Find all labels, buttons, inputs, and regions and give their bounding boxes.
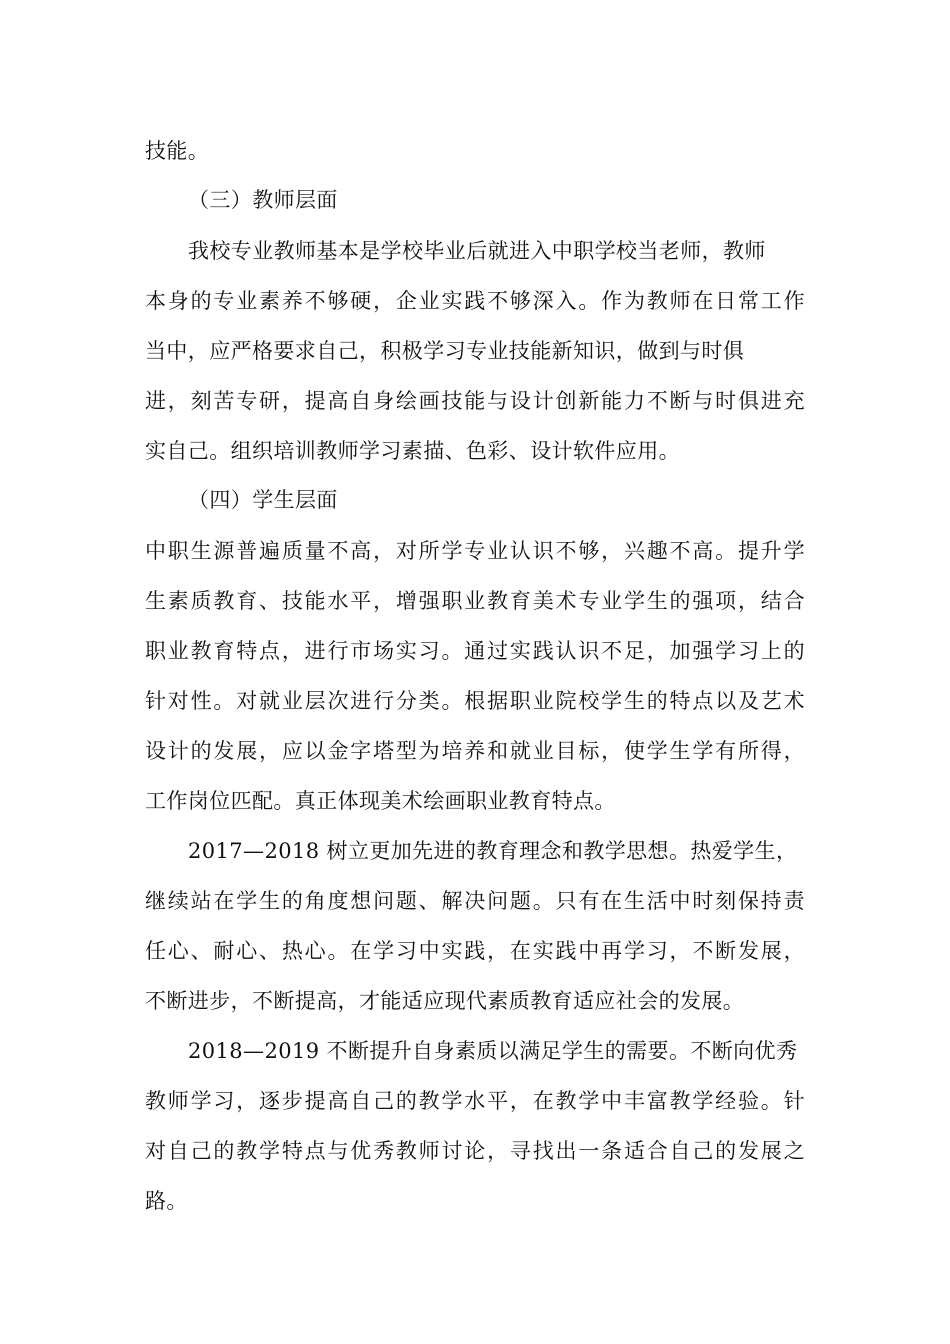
- text-line: 对自己的教学特点与优秀教师讨论，寻找出一条适合自己的发展之: [145, 1139, 805, 1163]
- text-line: 教师学习，逐步提高自己的教学水平，在教学中丰富教学经验。针: [145, 1089, 805, 1113]
- text-line: 工作岗位匹配。真正体现美术绘画职业教育特点。: [145, 789, 616, 813]
- section-heading-teachers: （三）教师层面: [188, 188, 338, 212]
- text-line: 生素质教育、技能水平，增强职业教育美术专业学生的强项，结合: [145, 589, 805, 613]
- text-line: 2018—2019 不断提升自身素质以满足学生的需要。不断向优秀: [188, 1039, 798, 1063]
- text-line: 不断进步，不断提高，才能适应现代素质教育适应社会的发展。: [145, 989, 745, 1013]
- text-line: 路。: [145, 1189, 188, 1213]
- text-line: 针对性。对就业层次进行分类。根据职业院校学生的特点以及艺术: [145, 689, 805, 713]
- section-heading-students: （四）学生层面: [188, 488, 338, 512]
- text-line: 实自己。组织培训教师学习素描、色彩、设计软件应用。: [145, 439, 680, 463]
- text-line: 我校专业教师基本是学校毕业后就进入中职学校当老师，教师: [188, 239, 766, 263]
- text-line: 当中，应严格要求自己，积极学习专业技能新知识，做到与时俱: [145, 339, 745, 363]
- text-line: 继续站在学生的角度想问题、解决问题。只有在生活中时刻保持责: [145, 889, 805, 913]
- text-line: 设计的发展，应以金字塔型为培养和就业目标，使学生学有所得，: [145, 739, 805, 763]
- text-line: 中职生源普遍质量不高，对所学专业认识不够，兴趣不高。提升学: [145, 539, 805, 563]
- text-line: 技能。: [145, 139, 210, 163]
- text-line: 职业教育特点，进行市场实习。通过实践认识不足，加强学习上的: [145, 639, 805, 663]
- text-line: 进，刻苦专研，提高自身绘画技能与设计创新能力不断与时俱进充: [145, 389, 805, 413]
- text-line: 2017—2018 树立更加先进的教育理念和教学思想。热爱学生，: [188, 839, 798, 863]
- text-line: 任心、耐心、热心。在学习中实践，在实践中再学习，不断发展，: [145, 939, 805, 963]
- text-line: 本身的专业素养不够硬，企业实践不够深入。作为教师在日常工作: [145, 289, 805, 313]
